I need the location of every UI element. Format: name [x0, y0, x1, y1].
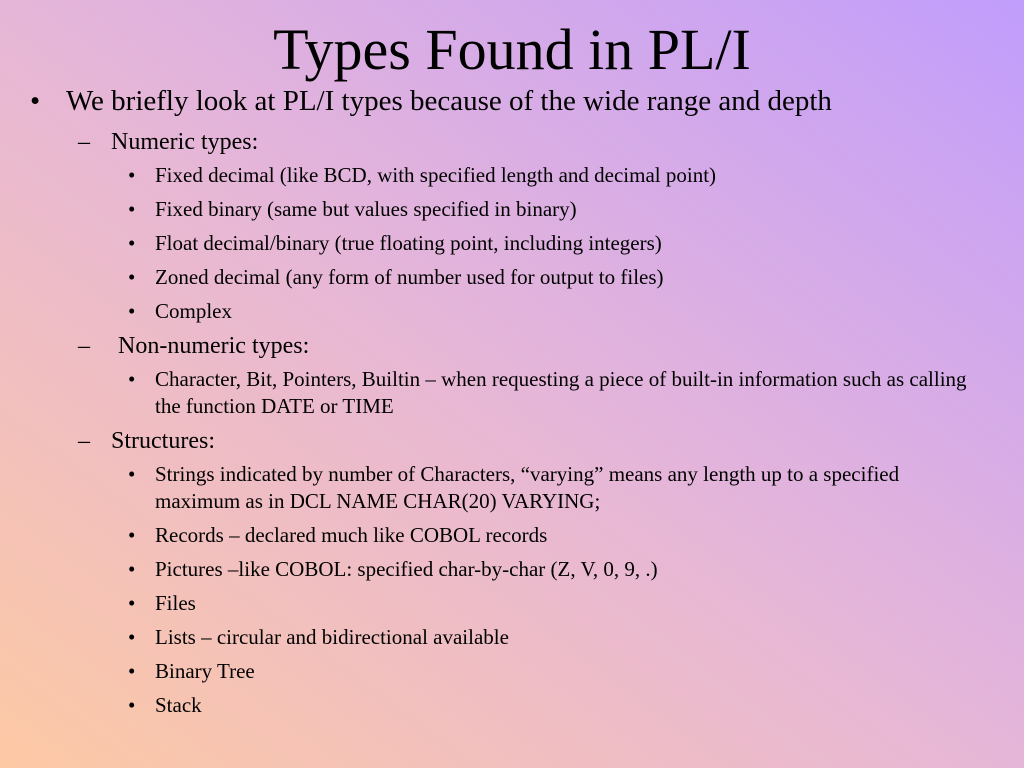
list-item-text: Files	[155, 591, 196, 615]
intro-bullet	[0, 84, 1024, 118]
bullet-marker: •	[30, 85, 41, 117]
bullet-marker: •	[128, 523, 136, 547]
list-item-text: Stack	[155, 693, 202, 717]
bullet-marker: •	[128, 693, 136, 717]
section-nonnumeric	[0, 331, 1024, 361]
list-item	[0, 196, 1024, 223]
list-item	[0, 461, 1024, 515]
list-item-text: Fixed decimal (like BCD, with specified length and decimal point)	[155, 163, 717, 187]
bullet-marker: •	[128, 591, 136, 615]
list-item	[0, 522, 1024, 549]
list-item	[0, 298, 1024, 325]
list-item	[0, 556, 1024, 583]
list-item	[0, 658, 1024, 685]
intro-text: We briefly look at PL/I types because of the wide range and depth	[66, 85, 832, 117]
bullet-marker: •	[128, 197, 136, 221]
list-item	[0, 590, 1024, 617]
list-item	[0, 162, 1024, 189]
list-item-text: Records – declared much like COBOL records	[155, 523, 548, 547]
list-item-text: Float decimal/binary (true floating point, including integers)	[155, 231, 662, 255]
bullet-marker: •	[128, 265, 136, 289]
list-item-text: Zoned decimal (any form of number used for output to files)	[155, 265, 664, 289]
slide-title: Types Found in PL/I	[273, 17, 751, 82]
list-item	[0, 624, 1024, 651]
section-heading: Non-numeric types:	[118, 333, 310, 359]
bullet-marker: •	[128, 659, 136, 683]
dash-marker: –	[78, 428, 90, 454]
slide-content	[0, 84, 1024, 719]
section-numeric	[0, 127, 1024, 157]
list-item	[0, 230, 1024, 257]
section-structures	[0, 426, 1024, 456]
list-item-text: Pictures –like COBOL: specified char-by-char (Z, V, 0, 9, .)	[155, 557, 658, 581]
list-item	[0, 264, 1024, 291]
list-item	[0, 692, 1024, 719]
dash-marker: –	[78, 129, 90, 155]
bullet-marker: •	[128, 625, 136, 649]
section-heading: Structures:	[111, 428, 215, 454]
bullet-marker: •	[128, 557, 136, 581]
bullet-marker: •	[128, 299, 136, 323]
section-heading: Numeric types:	[111, 129, 259, 155]
list-item-text: Binary Tree	[155, 659, 255, 683]
list-item-text: Character, Bit, Pointers, Builtin – when requesting a piece of built-in information such as calling the function DATE or TIME	[155, 367, 967, 418]
list-item-text: Lists – circular and bidirectional available	[155, 625, 509, 649]
list-item-text: Strings indicated by number of Characters, “varying” means any length up to a specified maximum as in DCL NAME CHAR(20) VARYING;	[155, 462, 900, 513]
bullet-marker: •	[128, 163, 136, 187]
bullet-marker: •	[128, 367, 136, 391]
bullet-marker: •	[128, 462, 136, 486]
list-item	[0, 366, 1024, 420]
list-item-text: Fixed binary (same but values specified in binary)	[155, 197, 577, 221]
list-item-text: Complex	[155, 299, 232, 323]
bullet-marker: •	[128, 231, 136, 255]
dash-marker: –	[78, 333, 90, 359]
